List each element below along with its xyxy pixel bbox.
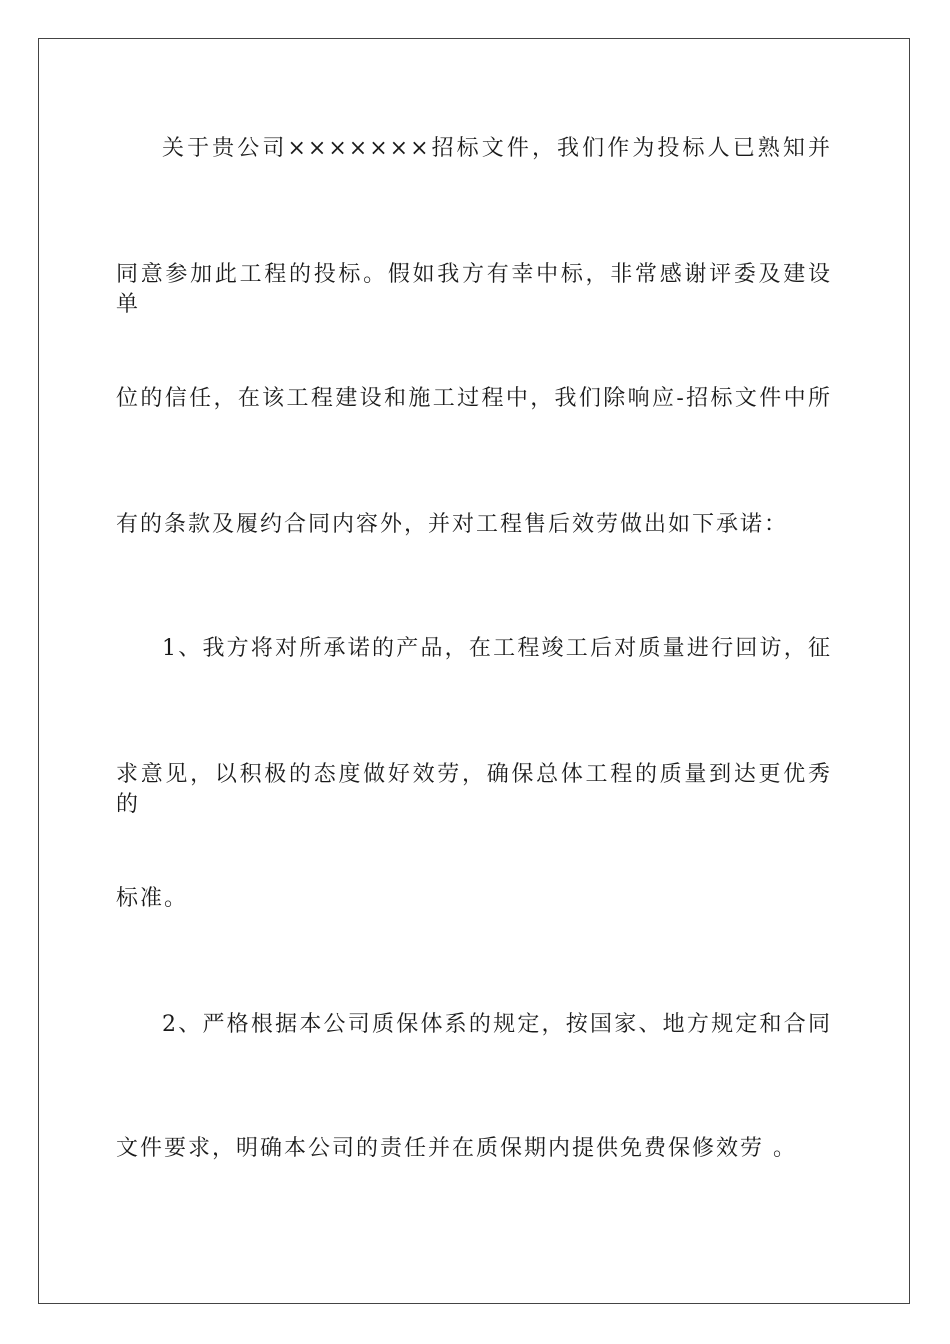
paragraph-1-line-2: 同意参加此工程的投标。假如我方有幸中标，非常感谢评委及建设单 (116, 262, 832, 317)
paragraph-1-line-4: 有的条款及履约合同内容外，并对工程售后效劳做出如下承诺： (116, 512, 789, 537)
paragraph-1-line-3: 位的信任，在该工程建设和施工过程中，我们除响应-招标文件中所 (116, 386, 832, 411)
paragraph-2-line-3: 标准。 (116, 886, 189, 911)
paragraph-2-line-2: 求意见，以积极的态度做好效劳，确保总体工程的质量到达更优秀的 (116, 762, 832, 817)
paragraph-2-line-1: 1、我方将对所承诺的产品，在工程竣工后对质量进行回访，征 (162, 636, 832, 661)
paragraph-3-line-2: 文件要求，明确本公司的责任并在质保期内提供免费保修效劳 。 (116, 1136, 797, 1161)
page-border (38, 38, 910, 1304)
paragraph-3-line-1: 2、严格根据本公司质保体系的规定，按国家、地方规定和合同 (162, 1012, 832, 1037)
paragraph-1-line-1: 关于贵公司×××××××招标文件，我们作为投标人已熟知并 (162, 136, 832, 161)
